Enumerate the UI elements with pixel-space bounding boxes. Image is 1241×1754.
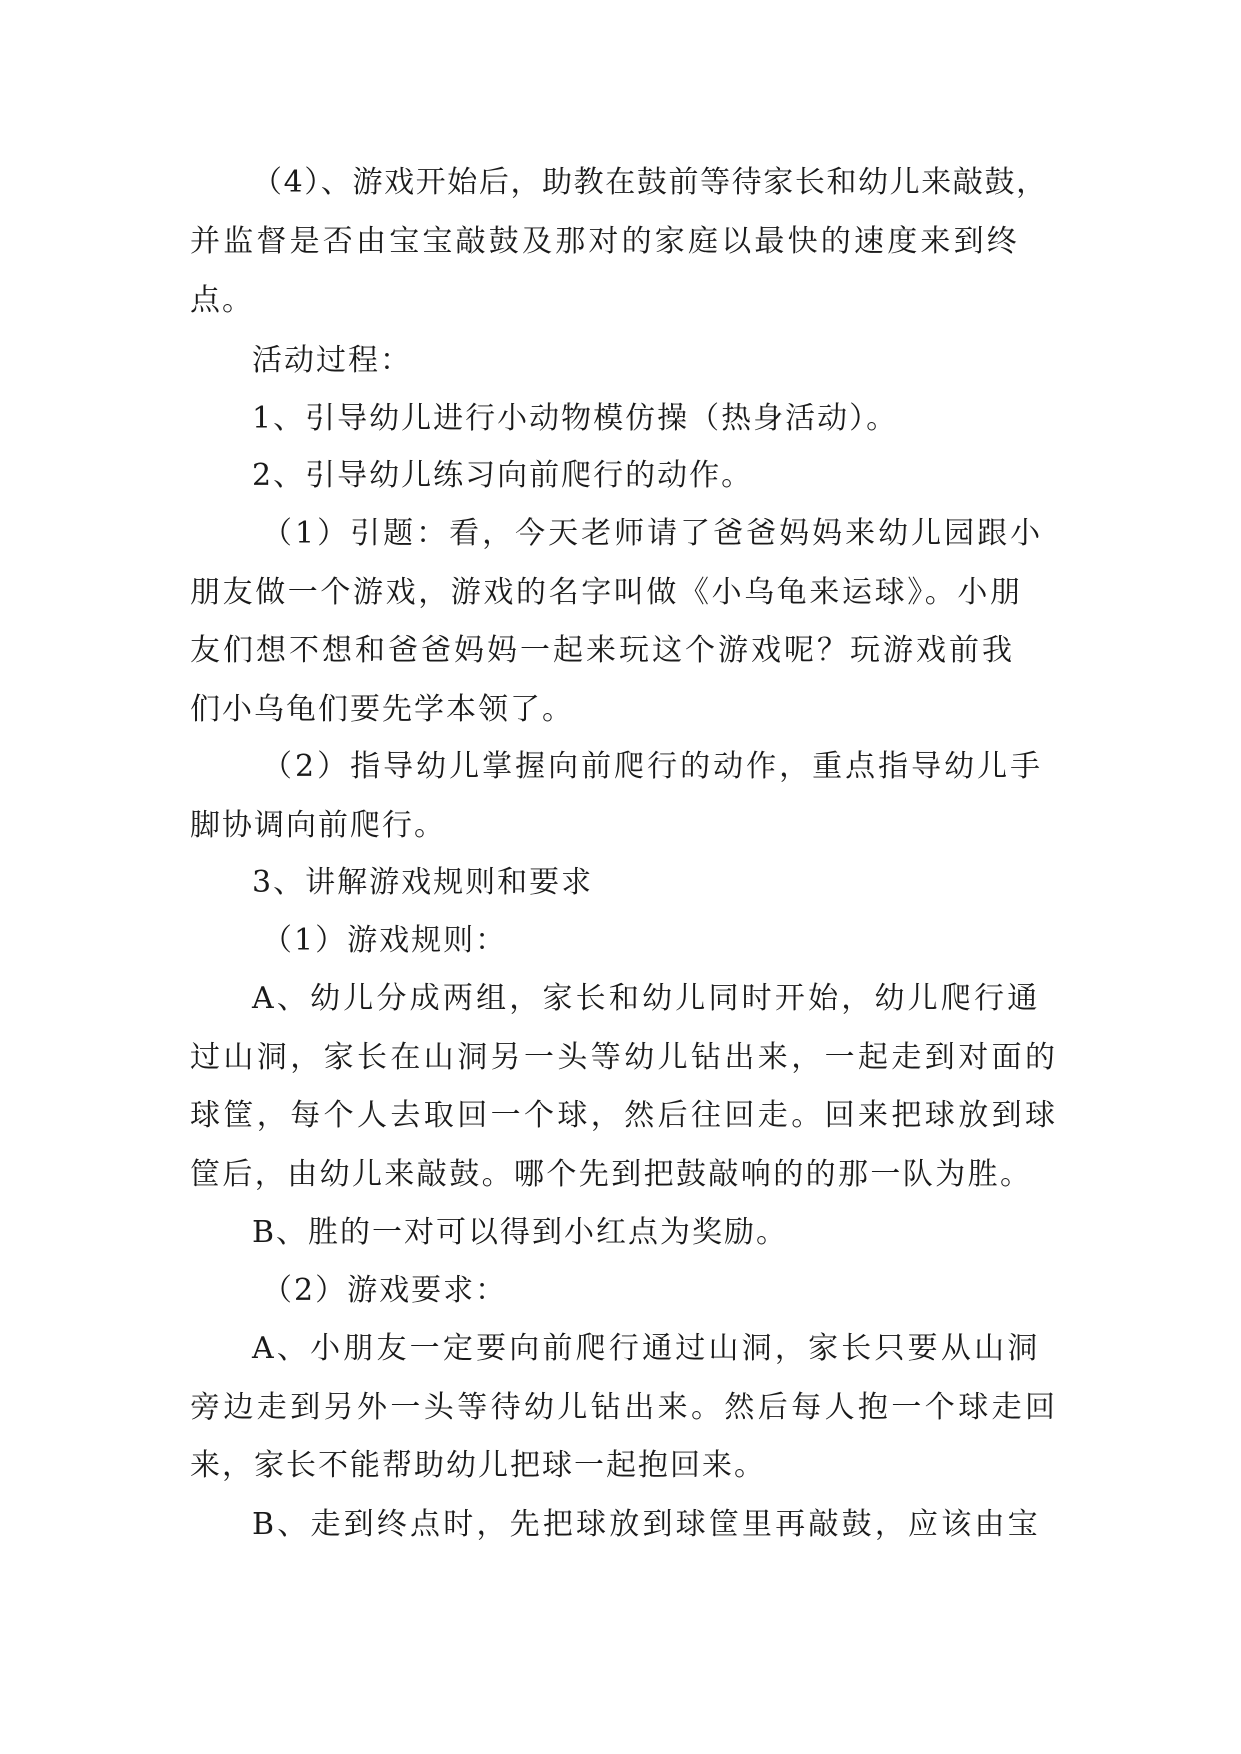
section-heading: 活动过程： [252,343,412,378]
list-item: 3、讲解游戏规则和要求 [252,865,594,900]
paragraph-line: 并监督是否由宝宝敲鼓及那对的家庭以最快的速度来到终 [190,224,1020,259]
list-item: 1、引导幼儿进行小动物模仿操（热身活动）。 [252,401,899,436]
paragraph-line: 来，家长不能帮助幼儿把球一起抱回来。 [190,1448,766,1483]
paragraph-line: （1）引题：看，今天老师请了爸爸妈妈来幼儿园跟小 [262,516,1044,551]
paragraph-line: A、小朋友一定要向前爬行通过山洞，家长只要从山洞 [252,1331,1041,1366]
paragraph-line: 友们想不想和爸爸妈妈一起来玩这个游戏呢？玩游戏前我 [190,633,1015,668]
paragraph-line: 点。 [190,283,254,318]
list-item: 2、引导幼儿练习向前爬行的动作。 [252,458,754,493]
paragraph-line: 们小乌龟们要先学本领了。 [190,692,574,727]
paragraph-line: 脚协调向前爬行。 [190,808,446,843]
paragraph-line: 旁边走到另外一头等待幼儿钻出来。然后每人抱一个球走回 [190,1390,1059,1425]
paragraph-line: 朋友做一个游戏，游戏的名字叫做《小乌龟来运球》。小朋 [190,575,1023,610]
paragraph-line: B、走到终点时，先把球放到球筐里再敲鼓，应该由宝 [252,1507,1041,1542]
sub-heading: （1）游戏规则： [262,923,508,958]
paragraph-line: 筐后，由幼儿来敲鼓。哪个先到把鼓敲响的的那一队为胜。 [190,1157,1033,1192]
paragraph-line: 球筐，每个人去取回一个球，然后往回走。回来把球放到球 [190,1098,1059,1133]
paragraph-line: B、胜的一对可以得到小红点为奖励。 [252,1215,789,1250]
paragraph-line: 过山洞，家长在山洞另一头等幼儿钻出来，一起走到对面的 [190,1040,1059,1075]
sub-heading: （2）游戏要求： [262,1273,508,1308]
paragraph-line: （2）指导幼儿掌握向前爬行的动作，重点指导幼儿手 [262,749,1044,784]
paragraph-line: （4）、游戏开始后，助教在鼓前等待家长和幼儿来敲鼓， [252,165,1048,200]
paragraph-line: A、幼儿分成两组，家长和幼儿同时开始，幼儿爬行通 [252,981,1041,1016]
